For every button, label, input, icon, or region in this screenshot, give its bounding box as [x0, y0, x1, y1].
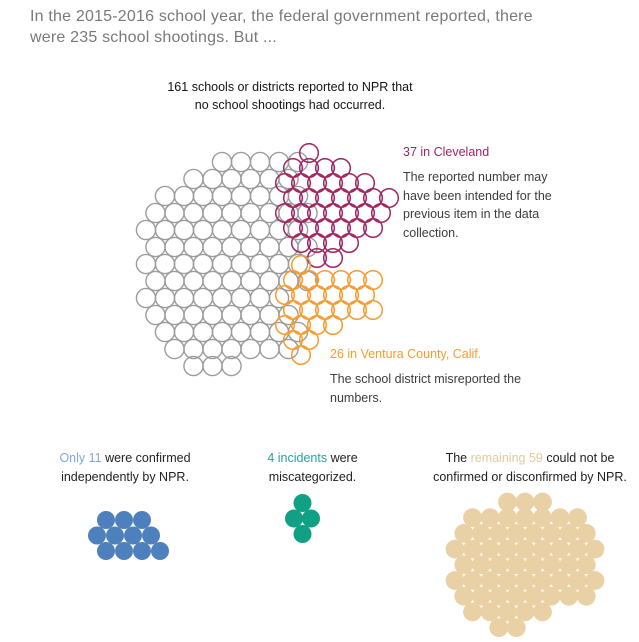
no-shootings-gray-circle	[212, 152, 231, 171]
no-shootings-gray-circle	[279, 305, 298, 324]
no-shootings-gray-circle	[155, 220, 174, 239]
no-shootings-gray-circle	[165, 237, 184, 256]
no-shootings-gray-circle	[231, 186, 250, 205]
no-shootings-gray-circle	[241, 271, 260, 290]
no-shootings-gray-circle	[155, 254, 174, 273]
no-shootings-gray-circle	[250, 322, 269, 341]
confirmed-blue-circle	[124, 527, 142, 545]
no-shootings-gray-circle	[231, 220, 250, 239]
no-shootings-gray-circle	[174, 288, 193, 307]
remaining-tan-circle	[463, 603, 482, 622]
confirmed-blue-circle	[106, 527, 124, 545]
no-shootings-gray-circle	[222, 271, 241, 290]
no-shootings-gray-circle	[174, 322, 193, 341]
no-shootings-gray-circle	[146, 305, 165, 324]
no-shootings-gray-circle	[184, 305, 203, 324]
annotation-cleveland-body-line: collection.	[403, 225, 459, 240]
no-shootings-gray-circle	[193, 220, 212, 239]
no-shootings-gray-circle	[212, 288, 231, 307]
no-shootings-gray-circle	[212, 254, 231, 273]
no-shootings-gray-circle	[260, 237, 279, 256]
no-shootings-gray-circle	[174, 254, 193, 273]
no-shootings-gray-circle	[222, 203, 241, 222]
no-shootings-gray-circle	[279, 237, 298, 256]
no-shootings-gray-circle	[203, 237, 222, 256]
no-shootings-gray-circle	[193, 186, 212, 205]
no-shootings-gray-circle	[184, 237, 203, 256]
no-shootings-gray-circle	[174, 220, 193, 239]
caption-remaining-highlight: remaining 59	[470, 451, 543, 465]
confirmed-blue-circle	[97, 511, 115, 529]
no-shootings-gray-circle	[212, 322, 231, 341]
no-shootings-gray-circle	[241, 339, 260, 358]
no-shootings-gray-circle	[241, 237, 260, 256]
caption-miscategorized	[240, 449, 385, 487]
no-shootings-gray-circle	[241, 203, 260, 222]
no-shootings-gray-circle	[203, 271, 222, 290]
remaining-tan-circle	[577, 587, 596, 606]
no-shootings-gray-circle	[184, 169, 203, 188]
confirmed-blue-circle	[115, 511, 133, 529]
page-title-line-2: were 235 school shootings. But ...	[30, 29, 277, 46]
no-shootings-gray-circle	[231, 152, 250, 171]
caption-confirmed-line2: independently by NPR.	[61, 470, 189, 484]
confirmed-blue-circle	[133, 542, 151, 560]
caption-remaining-line2: confirmed or disconfirmed by NPR.	[433, 470, 627, 484]
caption-remaining-rest: could not be	[542, 451, 615, 465]
no-shootings-gray-circle	[146, 271, 165, 290]
annotation-cleveland-body-line: have been intended for the	[403, 188, 552, 203]
caption-confirmed-highlight: Only 11	[59, 451, 102, 465]
remaining-tan-circle	[533, 603, 552, 622]
confirmed-blue-circle	[151, 542, 169, 560]
no-shootings-gray-circle	[241, 169, 260, 188]
chart-label-line-1: 161 schools or districts reported to NPR that	[167, 80, 413, 94]
no-shootings-gray-circle	[260, 339, 279, 358]
no-shootings-gray-circle	[155, 322, 174, 341]
confirmed-blue-circle	[133, 511, 151, 529]
no-shootings-gray-circle	[136, 288, 155, 307]
chart-label-line-2: no school shootings had occurred.	[194, 98, 386, 112]
no-shootings-gray-circle	[241, 305, 260, 324]
confirmed-blue-circle	[97, 542, 115, 560]
no-shootings-gray-circle	[231, 254, 250, 273]
no-shootings-gray-circle	[193, 254, 212, 273]
no-shootings-gray-circle	[184, 271, 203, 290]
annotation-cleveland-body-line: previous item in the data	[403, 207, 540, 221]
no-shootings-gray-circle	[165, 271, 184, 290]
no-shootings-gray-circle	[250, 186, 269, 205]
annotation-cleveland-heading: 37 in Cleveland	[403, 145, 490, 159]
no-shootings-gray-circle	[212, 186, 231, 205]
caption-confirmed	[35, 449, 215, 487]
no-shootings-gray-circle	[203, 203, 222, 222]
no-shootings-gray-circle	[155, 186, 174, 205]
no-shootings-gray-circle	[250, 288, 269, 307]
annotation-ventura	[330, 347, 570, 407]
no-shootings-gray-circle	[222, 305, 241, 324]
no-shootings-gray-circle	[260, 271, 279, 290]
confirmed-blue-circle	[115, 542, 133, 560]
no-shootings-gray-circle	[136, 220, 155, 239]
caption-remaining	[430, 449, 630, 487]
no-shootings-gray-circle	[174, 186, 193, 205]
no-shootings-gray-circle	[231, 322, 250, 341]
no-shootings-gray-circle	[136, 254, 155, 273]
no-shootings-gray-circle	[193, 322, 212, 341]
annotation-ventura-heading: 26 in Ventura County, Calif.	[330, 347, 482, 361]
no-shootings-gray-circle	[165, 203, 184, 222]
no-shootings-gray-circle	[165, 339, 184, 358]
no-shootings-gray-circle	[231, 288, 250, 307]
annotation-cleveland-body-line: The reported number may	[403, 170, 548, 184]
no-shootings-gray-circle	[222, 169, 241, 188]
caption-remaining-prefix: The	[445, 451, 471, 465]
caption-confirmed-rest: were confirmed	[101, 451, 191, 465]
annotation-cleveland	[403, 145, 603, 242]
caption-miscategorized-rest: were	[327, 451, 358, 465]
annotation-ventura-body-line: numbers.	[330, 390, 383, 405]
miscategorized-teal-circle	[294, 494, 312, 512]
no-shootings-gray-circle	[269, 254, 288, 273]
no-shootings-gray-circle	[193, 288, 212, 307]
no-shootings-gray-circle	[250, 220, 269, 239]
no-shootings-gray-circle	[250, 152, 269, 171]
no-shootings-gray-circle	[165, 305, 184, 324]
remaining-tan-circle	[489, 618, 508, 637]
remaining-tan-circle	[507, 618, 526, 637]
no-shootings-gray-circle	[203, 305, 222, 324]
no-shootings-gray-circle	[184, 203, 203, 222]
annotation-ventura-body-line: The school district misreported the	[330, 372, 522, 386]
ventura-orange-circle	[292, 346, 311, 365]
no-shootings-gray-circle	[155, 288, 174, 307]
no-shootings-gray-circle	[250, 254, 269, 273]
confirmed-blue-circle	[88, 527, 106, 545]
page-title-line-1: In the 2015-2016 school year, the federal government reported, there	[30, 8, 533, 25]
no-shootings-gray-circle	[279, 169, 298, 188]
no-shootings-gray-circle	[222, 237, 241, 256]
no-shootings-gray-circle	[212, 220, 231, 239]
confirmed-blue-circle	[142, 527, 160, 545]
caption-miscategorized-line2: miscategorized.	[268, 470, 357, 484]
remaining-tan-circle	[559, 587, 578, 606]
miscategorized-teal-circle	[285, 510, 303, 528]
no-shootings-gray-circle	[146, 237, 165, 256]
miscategorized-teal-circle	[302, 510, 320, 528]
miscategorized-teal-circle	[294, 525, 312, 543]
caption-miscategorized-highlight: 4 incidents	[267, 451, 328, 465]
no-shootings-gray-circle	[146, 203, 165, 222]
no-shootings-gray-circle	[203, 169, 222, 188]
